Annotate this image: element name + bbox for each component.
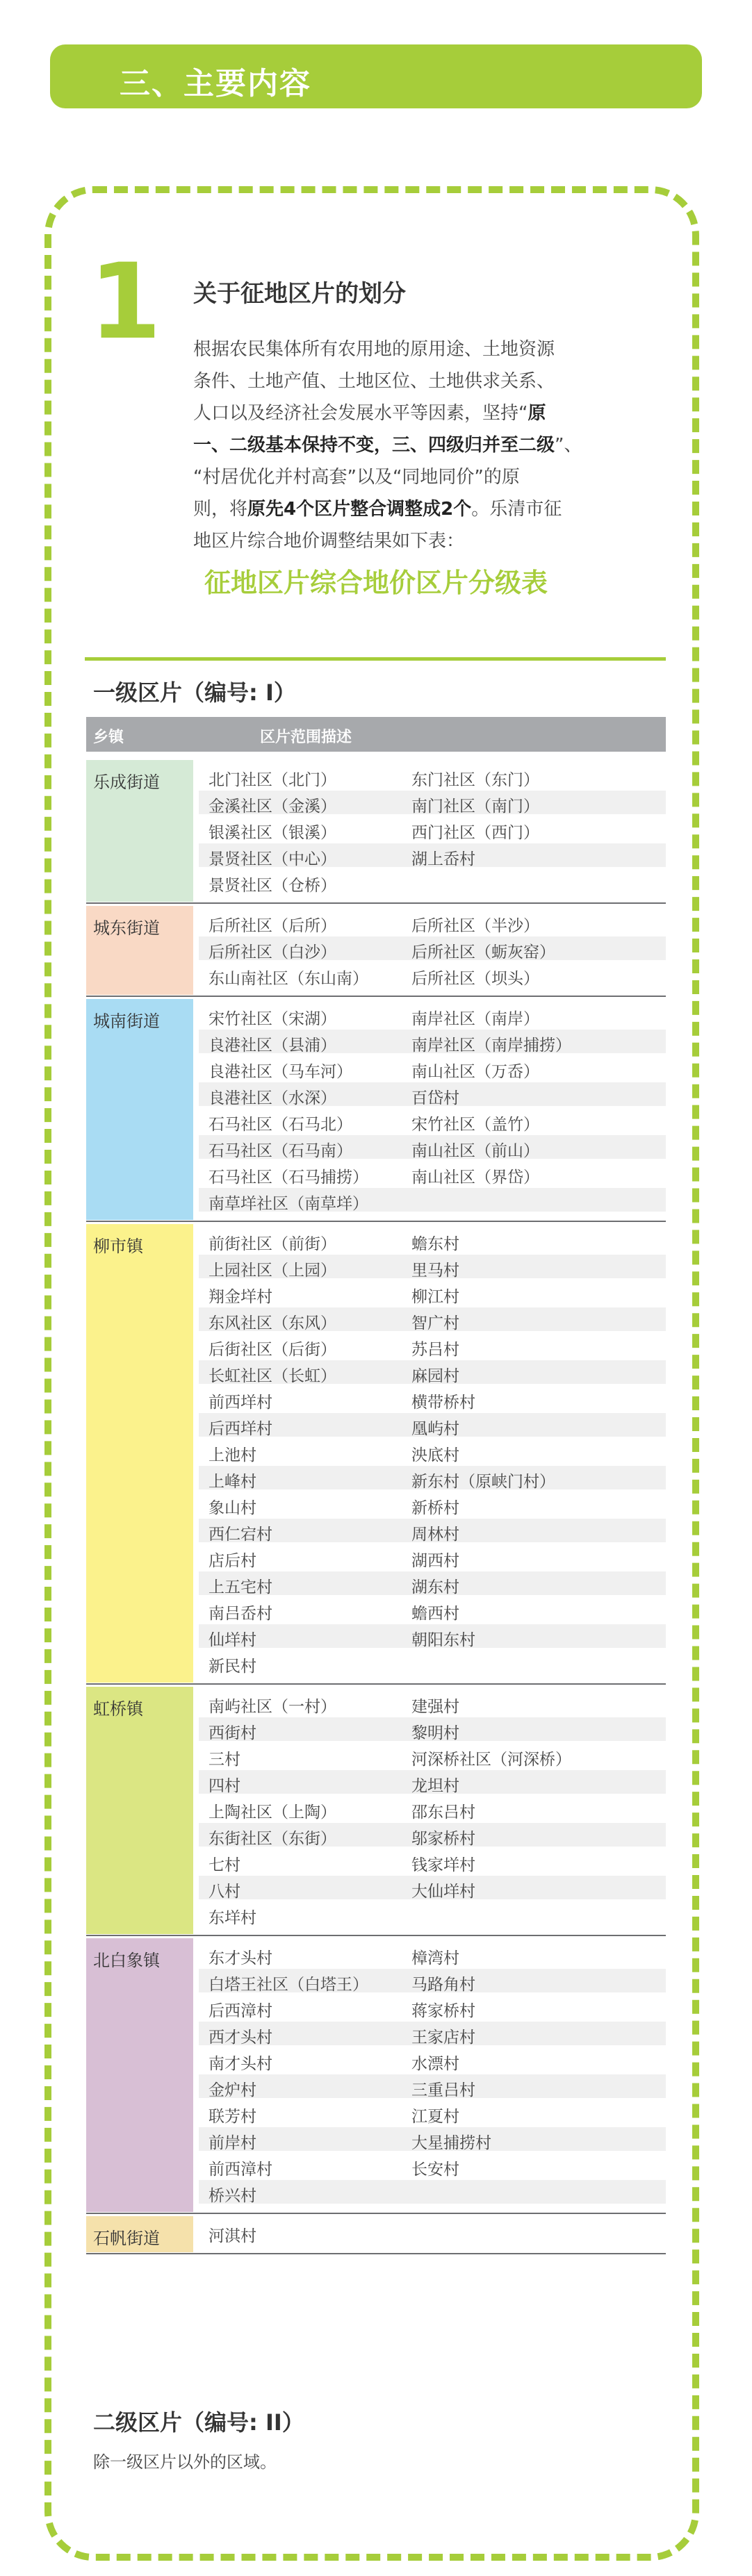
- area-name: 北门社区（北门）: [209, 771, 336, 789]
- area-name: 邬家桥村: [411, 1830, 475, 1848]
- area-name: 上峰村: [209, 1473, 256, 1491]
- table-row: [199, 1744, 666, 1767]
- area-name: 蟾西村: [411, 1605, 459, 1623]
- area-name: 南岸社区（南岸捕捞）: [411, 1037, 571, 1055]
- group-divider: [86, 1935, 666, 1936]
- table-header: [86, 717, 666, 752]
- township-group: [86, 906, 666, 995]
- table-row: [199, 1770, 666, 1794]
- table-row: [199, 1188, 666, 1212]
- area-name: 东风社区（东风）: [209, 1314, 336, 1332]
- table-row: [199, 1651, 666, 1674]
- area-name: 石马社区（石马北）: [209, 1116, 352, 1134]
- table-row: [199, 1255, 666, 1278]
- table-row: [199, 1439, 666, 1463]
- area-name: 湖上岙村: [411, 850, 475, 868]
- table-row: [199, 2101, 666, 2124]
- area-name: 南屿社区（一村）: [209, 1698, 336, 1716]
- township-name: 虹桥镇: [93, 1699, 143, 1719]
- table-row: [199, 1492, 666, 1516]
- table-row: [199, 1056, 666, 1080]
- level2-description: 除一级区片以外的区域。: [93, 2452, 277, 2472]
- intro-line: [193, 493, 652, 525]
- intro-text: ”、: [555, 435, 582, 456]
- area-name: 三村: [209, 1751, 240, 1769]
- area-name: 宋竹社区（盖竹）: [411, 1116, 539, 1134]
- township-cell: [86, 2216, 193, 2252]
- section-number: 1: [89, 242, 162, 363]
- area-name: 后所社区（半沙）: [411, 917, 539, 935]
- area-name: 东山南社区（东山南）: [209, 970, 368, 988]
- table-row: [199, 1334, 666, 1357]
- table-row: [199, 1413, 666, 1437]
- level1-title: 一级区片（编号: I）: [93, 679, 296, 706]
- area-name: 里马村: [411, 1262, 459, 1280]
- area-name: 黎明村: [411, 1724, 459, 1742]
- table-row: [199, 1281, 666, 1305]
- township-name: 石帆街道: [93, 2229, 160, 2248]
- township-name: 城南街道: [93, 1012, 160, 1031]
- area-name: 象山村: [209, 1499, 256, 1517]
- area-name: 桥兴村: [209, 2187, 256, 2205]
- table-row: [199, 2180, 666, 2204]
- area-name: 景贤社区（仓桥）: [209, 877, 336, 895]
- table-row: [199, 2220, 666, 2244]
- area-name: 良港社区（马车河）: [209, 1063, 352, 1081]
- area-name: 白塔王社区（白塔王）: [209, 1976, 368, 1994]
- group-divider: [86, 1683, 666, 1685]
- township-group: [86, 760, 666, 902]
- table-row: [199, 1797, 666, 1820]
- area-name: 南门社区（南门）: [411, 798, 539, 816]
- table-row: [199, 910, 666, 934]
- area-name: 金溪社区（金溪）: [209, 798, 336, 816]
- table-row: [199, 1307, 666, 1331]
- township-group: [86, 1687, 666, 1934]
- township-cell: [86, 1687, 193, 1934]
- township-name: 城东街道: [93, 918, 160, 938]
- intro-text: “村居优化并村高套”以及“同地同价”的原: [193, 467, 520, 488]
- table-row: [199, 764, 666, 788]
- area-name: 七村: [209, 1856, 240, 1874]
- table-row: [199, 963, 666, 986]
- header-township: 乡镇: [93, 729, 124, 746]
- table-row: [199, 2074, 666, 2098]
- area-name: 石马社区（石马捕捞）: [209, 1169, 368, 1187]
- table-title: 征地区片综合地价区片分级表: [204, 568, 548, 598]
- table-row: [199, 1082, 666, 1106]
- group-divider: [86, 1221, 666, 1222]
- area-name: 大仙垟村: [411, 1883, 475, 1901]
- area-name: 东门社区（东门）: [411, 771, 539, 789]
- table-row: [199, 1387, 666, 1410]
- township-group: [86, 2216, 666, 2252]
- area-name: 南山社区（界岱）: [411, 1169, 539, 1187]
- table-row: [199, 1360, 666, 1384]
- area-name: 南吕岙村: [209, 1605, 272, 1623]
- area-name: 东才头村: [209, 1949, 272, 1967]
- area-name: 东垟村: [209, 1909, 256, 1927]
- area-name: 南草垟社区（南草垟）: [209, 1195, 368, 1213]
- township-cell: [86, 1938, 193, 2212]
- table-row: [199, 1545, 666, 1569]
- area-name: 前西漳村: [209, 2161, 272, 2179]
- area-name: 朝阳东村: [411, 1631, 475, 1649]
- area-name: 大星捕捞村: [411, 2134, 491, 2152]
- area-name: 良港社区（水深）: [209, 1089, 336, 1107]
- area-name: 宋竹社区（宋湖）: [209, 1010, 336, 1028]
- township-name: 北白象镇: [93, 1951, 160, 1970]
- table-row: [199, 1109, 666, 1132]
- area-name: 良港社区（县浦）: [209, 1037, 336, 1055]
- table-row: [199, 1162, 666, 1185]
- table-row: [199, 843, 666, 867]
- group-divider: [86, 902, 666, 904]
- area-name: 景贤社区（中心）: [209, 850, 336, 868]
- table-row: [199, 870, 666, 893]
- area-name: 河淇村: [209, 2227, 256, 2245]
- table-row: [199, 1135, 666, 1159]
- area-name: 水漂村: [411, 2055, 459, 2073]
- intro-bold-text: 一、二级基本保持不变，三、四级归并至二级: [193, 435, 555, 456]
- area-name: 后所社区（后所）: [209, 917, 336, 935]
- intro-paragraph: [193, 333, 652, 557]
- area-name: 江夏村: [411, 2108, 459, 2126]
- table-row: [199, 2048, 666, 2072]
- area-name: 南山社区（前山）: [411, 1142, 539, 1160]
- intro-bold-text: 原先4个区片整合调整成2个: [247, 499, 472, 520]
- intro-bold-text: 原: [528, 403, 546, 424]
- table-row: [199, 1969, 666, 1992]
- intro-line: [193, 333, 652, 365]
- area-name: 前岸村: [209, 2134, 256, 2152]
- group-divider: [86, 2213, 666, 2214]
- township-cell: [86, 999, 193, 1220]
- table-row: [199, 1876, 666, 1899]
- area-name: 蟾东村: [411, 1235, 459, 1253]
- area-name: 前街社区（前街）: [209, 1235, 336, 1253]
- township-group: [86, 1938, 666, 2212]
- area-name: 后所社区（白沙）: [209, 943, 336, 961]
- area-name: 樟湾村: [411, 1949, 459, 1967]
- intro-text: 地区片综合地价调整结果如下表：: [193, 531, 465, 552]
- area-name: 后所社区（蛎灰窑）: [411, 943, 555, 961]
- area-name: 王家店村: [411, 2029, 475, 2047]
- area-name: 三重吕村: [411, 2081, 475, 2099]
- area-name: 仙垟村: [209, 1631, 256, 1649]
- intro-line: [193, 365, 652, 397]
- intro-text: 则，将: [193, 499, 248, 520]
- table-row: [199, 1995, 666, 2019]
- area-name: 湖西村: [411, 1552, 459, 1570]
- area-name: 银溪社区（银溪）: [209, 824, 336, 842]
- table-row: [199, 791, 666, 814]
- area-name: 凰屿村: [411, 1420, 459, 1438]
- area-name: 泱底村: [411, 1446, 459, 1464]
- area-name: 马路角村: [411, 1976, 475, 1994]
- table-row: [199, 1691, 666, 1715]
- area-name: 建强村: [411, 1698, 459, 1716]
- area-name: 南山社区（万岙）: [411, 1063, 539, 1081]
- area-name: 八村: [209, 1883, 240, 1901]
- intro-line: [193, 397, 652, 429]
- table-row: [199, 1466, 666, 1489]
- area-name: 翔金垟村: [209, 1288, 272, 1306]
- intro-text: 。乐清市征: [471, 499, 562, 520]
- intro-text: 条件、土地产值、土地区位、土地供求关系、: [193, 371, 555, 392]
- area-name: 东街社区（东街）: [209, 1830, 336, 1848]
- area-name: 百岱村: [411, 1089, 459, 1107]
- intro-text: 根据农民集体所有农用地的原用途、土地资源: [193, 339, 555, 360]
- area-name: 湖东村: [411, 1578, 459, 1596]
- area-name: 长安村: [411, 2161, 459, 2179]
- area-name: 麻园村: [411, 1367, 459, 1385]
- table-row: [199, 1624, 666, 1648]
- area-name: 周林村: [411, 1526, 459, 1544]
- area-name: 南才头村: [209, 2055, 272, 2073]
- table-row: [199, 1030, 666, 1053]
- intro-line: [193, 429, 652, 461]
- area-name: 西仁宕村: [209, 1526, 272, 1544]
- section-header-bar: [50, 44, 702, 108]
- table-row: [199, 1003, 666, 1027]
- township-name: 柳市镇: [93, 1237, 143, 1256]
- group-divider: [86, 996, 666, 997]
- table-row: [199, 1942, 666, 1966]
- table-row: [199, 936, 666, 960]
- area-name: 前西垟村: [209, 1394, 272, 1412]
- area-name: 西街村: [209, 1724, 256, 1742]
- township-group: [86, 1224, 666, 1683]
- table-row: [199, 2154, 666, 2177]
- table-row: [199, 2022, 666, 2045]
- area-name: 上园社区（上园）: [209, 1262, 336, 1280]
- area-name: 后西垟村: [209, 1420, 272, 1438]
- group-divider: [86, 2253, 666, 2254]
- area-name: 新桥村: [411, 1499, 459, 1517]
- area-name: 河深桥社区（河深桥）: [411, 1751, 571, 1769]
- area-name: 苏吕村: [411, 1341, 459, 1359]
- table-row: [199, 1571, 666, 1595]
- township-cell: [86, 906, 193, 995]
- area-name: 后西漳村: [209, 2002, 272, 2020]
- area-name: 西门社区（西门）: [411, 824, 539, 842]
- area-name: 邵东吕村: [411, 1803, 475, 1822]
- township-group: [86, 999, 666, 1220]
- area-name: 龙坦村: [411, 1777, 459, 1795]
- area-name: 后街社区（后街）: [209, 1341, 336, 1359]
- area-name: 智广村: [411, 1314, 459, 1332]
- section-header-title: 三、主要内容: [120, 66, 311, 101]
- table-row: [199, 1228, 666, 1252]
- area-name: 联芳村: [209, 2108, 256, 2126]
- area-name: 南岸社区（南岸）: [411, 1010, 539, 1028]
- area-name: 上池村: [209, 1446, 256, 1464]
- table-row: [199, 817, 666, 841]
- table-row: [199, 1519, 666, 1542]
- area-name: 后所社区（坝头）: [411, 970, 539, 988]
- table-title-divider: [85, 657, 666, 661]
- area-name: 钱家垟村: [411, 1856, 475, 1874]
- area-name: 蒋家桥村: [411, 2002, 475, 2020]
- table-row: [199, 1823, 666, 1847]
- area-name: 石马社区（石马南）: [209, 1142, 352, 1160]
- area-name: 金炉村: [209, 2081, 256, 2099]
- table-row: [199, 1902, 666, 1926]
- area-name: 上陶社区（上陶）: [209, 1803, 336, 1822]
- table-row: [199, 2127, 666, 2151]
- area-name: 新东村（原峡门村）: [411, 1473, 555, 1491]
- area-name: 店后村: [209, 1552, 256, 1570]
- intro-text: 人口以及经济社会发展水平等因素，坚持“: [193, 403, 528, 424]
- table-row: [199, 1598, 666, 1621]
- township-cell: [86, 760, 193, 902]
- township-cell: [86, 1224, 193, 1683]
- intro-line: [193, 525, 652, 557]
- header-description: 区片范围描述: [260, 729, 352, 746]
- township-name: 乐成街道: [93, 773, 160, 792]
- area-name: 上五宅村: [209, 1578, 272, 1596]
- level2-title: 二级区片（编号: II）: [93, 2409, 304, 2436]
- area-name: 横带桥村: [411, 1394, 475, 1412]
- area-name: 新民村: [209, 1658, 256, 1676]
- area-name: 西才头村: [209, 2029, 272, 2047]
- table-row: [199, 1717, 666, 1741]
- table-row: [199, 1849, 666, 1873]
- intro-line: [193, 461, 652, 493]
- area-name: 柳江村: [411, 1288, 459, 1306]
- section-title: 关于征地区片的划分: [193, 280, 406, 308]
- area-name: 长虹社区（长虹）: [209, 1367, 336, 1385]
- area-name: 四村: [209, 1777, 240, 1795]
